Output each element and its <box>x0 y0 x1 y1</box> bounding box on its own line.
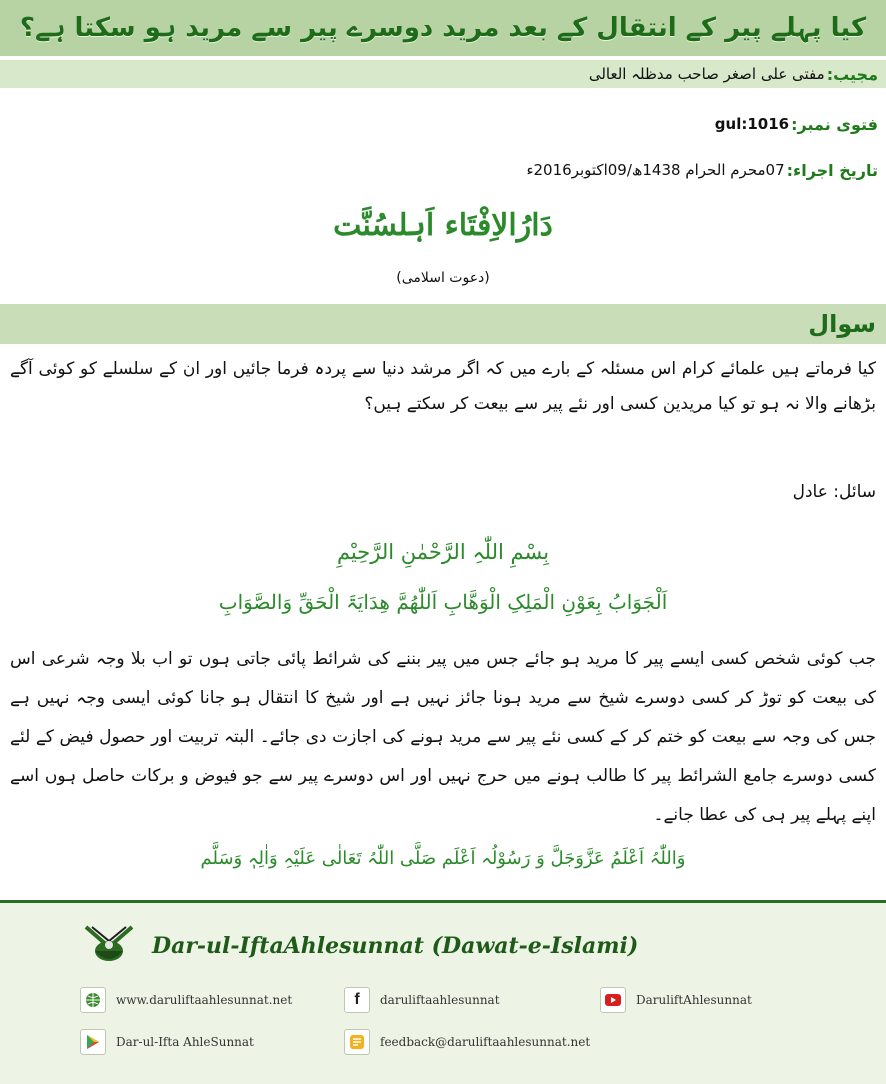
website-text: www.daruliftaahlesunnat.net <box>116 993 293 1007</box>
youtube-text: DaruliftAhlesunnat <box>636 993 752 1007</box>
question-heading-bar <box>0 304 886 344</box>
facebook-icon: f <box>344 987 370 1013</box>
play-store-text: Dar-ul-Ifta AhleSunnat <box>116 1035 254 1049</box>
youtube-icon <box>600 987 626 1013</box>
issue-date-row <box>0 156 886 184</box>
email-text: feedback@daruliftaahlesunnat.net <box>380 1035 591 1049</box>
play-store-icon <box>80 1029 106 1055</box>
question-heading: سوال <box>808 310 876 338</box>
respondent-label: مجیب: <box>826 64 878 84</box>
footer <box>0 900 886 1084</box>
website-link[interactable] <box>80 987 292 1013</box>
fatwa-number-value: gul:1016 <box>714 115 790 133</box>
bismillah: بِسْمِ اللّٰہِ الرَّحْمٰنِ الرَّحِیْمِ <box>336 540 550 564</box>
issue-date-label: تاریخ اجراء: <box>786 160 878 180</box>
email-link[interactable] <box>344 1029 590 1055</box>
issue-date-value: 07محرم الحرام 1438ھ/09اکتوبر2016ء <box>526 161 785 179</box>
fatwa-number-label: فتوی نمبر: <box>791 114 878 134</box>
respondent-value: مفتی علی اصغر صاحب مدظلہ العالی <box>588 65 825 83</box>
answer-closing: وَاللّٰہُ اَعْلَمُ عَزَّوَجَلَّ وَ رَسُوْلُہ اَعْلَم صَلَّی اللّٰہُ تَعَالٰی عَلَیْہِ وَاٰلِہٖ وَسَلَّم <box>200 848 686 869</box>
fatwa-number-row <box>0 110 886 138</box>
page-title: کیا پہلے پیر کے انتقال کے بعد مرید دوسرے پیر سے مرید ہو سکتا ہے؟ <box>19 13 867 43</box>
mail-icon <box>344 1029 370 1055</box>
org-logo-icon <box>82 921 136 969</box>
play-store-link[interactable] <box>80 1029 254 1055</box>
facebook-text: daruliftaahlesunnat <box>380 993 500 1007</box>
facebook-link[interactable] <box>344 987 500 1013</box>
answer-opening: اَلْجَوَابُ بِعَوْنِ الْمَلِکِ الْوَھَّابِ اَللّٰھُمَّ ھِدَایَۃَ الْحَقِّ وَالصَّوَابِ <box>218 590 668 614</box>
question-text: کیا فرماتے ہیں علمائے کرام اس مسئلہ کے بارے میں کہ اگر مرشد دنیا سے پردہ فرما جائیں اور ان کے سلسلے کو کوئی آگے بڑھانے والا نہ ہو تو کیا مریدین کسی اور نئے پیر سے بیعت کر سکتے ہیں؟ <box>10 359 876 414</box>
globe-icon <box>80 987 106 1013</box>
asker-name: سائل: عادل <box>792 482 876 502</box>
respondent-row <box>0 60 886 88</box>
footer-org-name: Dar-ul-IftaAhlesunnat (Dawat-e-Islami) <box>152 933 639 959</box>
page-title-bar <box>0 0 886 56</box>
institution-subtitle: (دعوت اسلامی) <box>396 270 490 286</box>
answer-text: جب کوئی شخص کسی ایسے پیر کا مرید ہو جائے جس میں پیر بننے کی شرائط پائی جاتی ہوں تو اب بلا وجہ شرعی اس کی بیعت کو توڑ کر کسی دوسرے شیخ سے مرید ہونا جائز نہیں ہے اور شیخ کا انتقال ہو جانا کوئی ایسی وجہ نہیں ہے جس کی وجہ سے بیعت کو ختم کر کے کسی نئے پیر سے مرید ہونے کی اجازت دی جائے۔ البتہ تربیت اور حصول فیض کے لئے کسی دوسرے جامع الشرائط پیر کا طالب ہونے میں حرج نہیں اور اس دوسرے پیر سے جو فیوض و برکات حاصل ہوں اسے اپنے پہلے پیر ہی کی عطا جانے۔ <box>10 649 876 825</box>
youtube-link[interactable] <box>600 987 752 1013</box>
institution-name: دَارُالاِفْتَاء اَہلسُنَّت <box>333 208 553 243</box>
